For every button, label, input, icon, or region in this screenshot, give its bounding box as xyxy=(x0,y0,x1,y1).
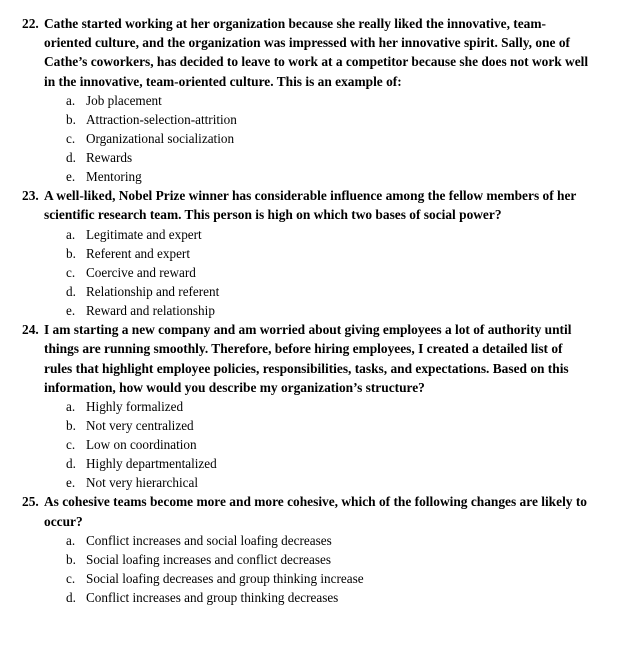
option-letter: e. xyxy=(66,303,76,319)
option-text: Highly departmentalized xyxy=(86,456,217,472)
option-letter: e. xyxy=(66,475,76,491)
option-letter: a. xyxy=(66,92,76,108)
option-letter: b. xyxy=(66,111,76,127)
option-letter: a. xyxy=(66,532,76,548)
option-item xyxy=(0,588,633,607)
question-text xyxy=(22,320,592,397)
question-22 xyxy=(0,0,633,186)
option-item xyxy=(0,397,633,416)
option-item xyxy=(0,282,633,301)
option-item xyxy=(0,110,633,129)
options-list xyxy=(0,397,633,492)
option-text: Mentoring xyxy=(86,169,142,185)
option-text: Organizational socialization xyxy=(86,131,235,146)
question-body: Cathe started working at her organization because she really liked the innovative, team-oriented culture, and the organization was impressed with her innovative spirit. Sally, one of Cathe’s coworkers, has decided to leave to work at a competitor because she does not work well in the innovative, team-oriented culture. This is an example of: xyxy=(44,16,589,89)
option-text: Attraction-selection-attrition xyxy=(86,111,237,127)
option-item xyxy=(0,263,633,282)
option-letter: e. xyxy=(66,169,76,185)
option-letter: a. xyxy=(66,398,76,414)
option-letter: c. xyxy=(66,131,76,146)
option-item xyxy=(0,569,633,588)
option-letter: d. xyxy=(66,590,76,606)
question-text xyxy=(22,492,592,530)
question-24 xyxy=(0,320,633,492)
option-text: Relationship and referent xyxy=(86,283,220,299)
option-item xyxy=(0,473,633,492)
option-letter: b. xyxy=(66,418,76,434)
question-23 xyxy=(0,186,633,320)
options-list xyxy=(0,531,633,607)
option-item xyxy=(0,225,633,244)
option-item xyxy=(0,129,633,148)
question-25 xyxy=(0,492,633,607)
option-text: Low on coordination xyxy=(86,437,197,453)
option-letter: a. xyxy=(66,226,76,242)
option-item xyxy=(0,416,633,435)
option-item xyxy=(0,167,633,186)
question-body: A well-liked, Nobel Prize winner has considerable influence among the fellow members of her scientific research team. This person is high on which two bases of social power? xyxy=(44,188,577,223)
option-text: Rewards xyxy=(86,150,133,166)
option-letter: d. xyxy=(66,283,76,299)
option-letter: c. xyxy=(66,264,76,280)
option-text: Social loafing increases and conflict decreases xyxy=(86,551,331,567)
option-item xyxy=(0,550,633,569)
option-item xyxy=(0,91,633,110)
option-text: Not very hierarchical xyxy=(86,475,199,491)
option-text: Highly formalized xyxy=(86,398,184,414)
option-item xyxy=(0,531,633,550)
option-letter: c. xyxy=(66,571,76,587)
option-text: Conflict increases and group thinking decreases xyxy=(86,590,339,606)
option-item xyxy=(0,301,633,320)
option-text: Job placement xyxy=(86,92,162,108)
question-body: I am starting a new company and am worried about giving employees a lot of authority until things are running smoothly. Therefore, before hiring employees, I created a detailed list of rules that highlight employee policies, responsibilities, tasks, and expectations. Based on this information, how would you describe my organization’s structure? xyxy=(44,322,572,395)
question-text xyxy=(22,186,592,224)
option-text: Conflict increases and social loafing decreases xyxy=(86,532,332,548)
option-letter: d. xyxy=(66,150,76,166)
question-text xyxy=(22,14,592,91)
option-letter: b. xyxy=(66,551,76,567)
question-body: As cohesive teams become more and more cohesive, which of the following changes are likely to occur? xyxy=(44,494,587,529)
option-letter: d. xyxy=(66,456,76,472)
option-text: Legitimate and expert xyxy=(86,226,202,242)
question-number: 23. xyxy=(22,188,39,204)
option-text: Reward and relationship xyxy=(86,303,215,319)
option-text: Not very centralized xyxy=(86,418,194,434)
options-list xyxy=(0,91,633,186)
option-item xyxy=(0,244,633,263)
option-item xyxy=(0,454,633,473)
option-letter: b. xyxy=(66,245,76,261)
option-text: Social loafing decreases and group thinking increase xyxy=(86,571,364,587)
option-item xyxy=(0,148,633,167)
option-text: Coercive and reward xyxy=(86,264,196,280)
option-text: Referent and expert xyxy=(86,245,190,261)
question-number: 22. xyxy=(22,16,39,31)
option-item xyxy=(0,435,633,454)
options-list xyxy=(0,225,633,320)
question-number: 25. xyxy=(22,494,39,510)
question-number: 24. xyxy=(22,322,39,338)
option-letter: c. xyxy=(66,437,76,453)
